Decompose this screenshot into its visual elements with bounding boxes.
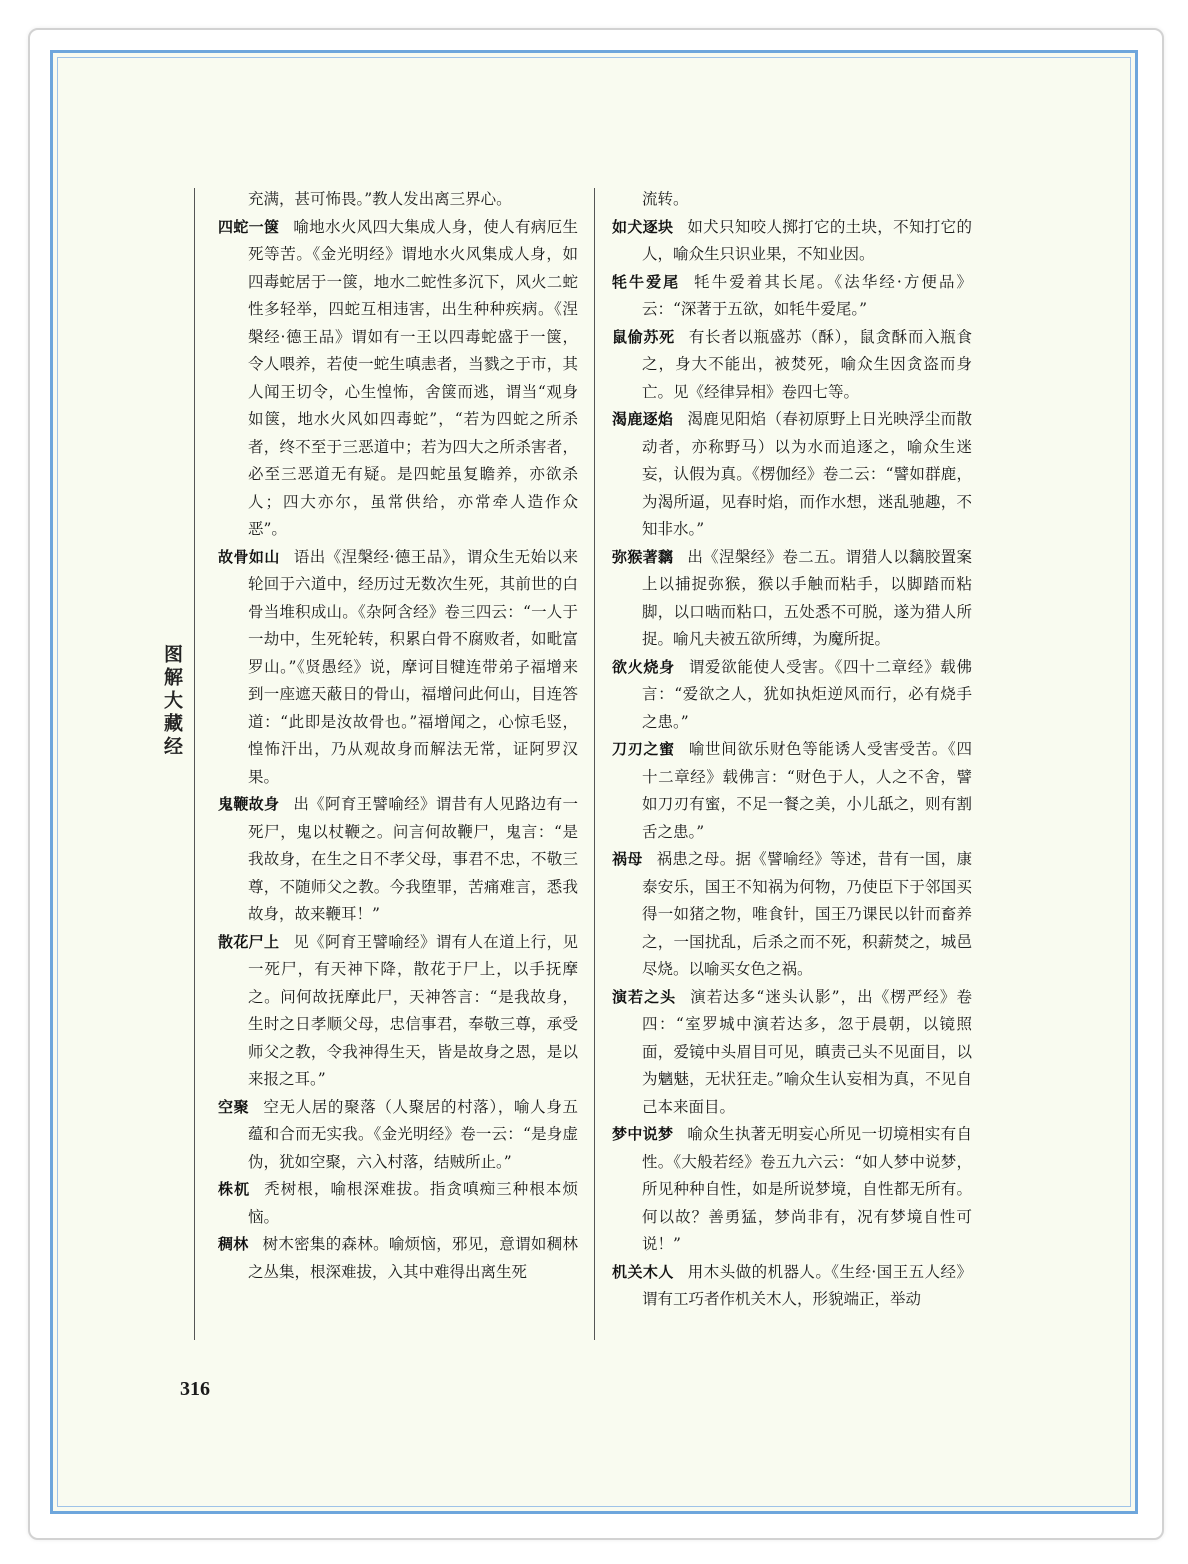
entry-term: 刀刃之蜜 bbox=[612, 740, 675, 758]
entry-definition: 秃树根，喻根深难拔。指贪嗔痴三种根本烦恼。 bbox=[248, 1180, 578, 1226]
entry-definition: 喻地水火风四大集成人身，使人有病厄生死等苦。《金光明经》谓地水火风集成人身，如四毒蛇居于一箧，地水二蛇性多沉下，风火二蛇性多轻举，四蛇互相违害，出生种种疾病。《涅槃经·德王品》谓如有一王以四毒蛇盛于一箧，令人喂养，若使一蛇生嗔恚者，当戮之于市，其人闻王切令，心生惶怖，舍箧而逃，谓当“观身如箧，地水火风如四毒蛇”，“若为四蛇之所杀者，终不至于三恶道中；若为四大之所杀害者，必至三恶道无有疑。是四蛇虽复瞻养，亦欲杀人；四大亦尔，虽常供给，亦常牵人造作众恶”。 bbox=[248, 217, 578, 538]
entry-term: 如犬逐块 bbox=[612, 217, 674, 236]
entry-definition: 如犬只知咬人掷打它的土块，不知打它的人，喻众生只识业果，不知业因。 bbox=[642, 217, 972, 263]
entry-definition: 流转。 bbox=[642, 190, 689, 208]
entry bbox=[218, 1176, 578, 1231]
entry bbox=[612, 186, 972, 214]
entry bbox=[218, 214, 578, 544]
right-column bbox=[612, 186, 972, 1336]
entry bbox=[612, 736, 972, 846]
entry-term: 散花尸上 bbox=[218, 932, 280, 951]
entry-definition: 喻世间欲乐财色等能诱人受害受苦。《四十二章经》载佛言：“财色于人，人之不舍，譬如刀刃有蜜，不足一餐之美，小儿舐之，则有割舌之患。” bbox=[642, 740, 972, 841]
entry-term: 故骨如山 bbox=[218, 547, 280, 566]
column-divider bbox=[594, 188, 595, 1340]
entry-term: 鬼鞭故身 bbox=[218, 795, 280, 813]
entry-term: 株杌 bbox=[218, 1180, 251, 1198]
entry bbox=[218, 1231, 578, 1286]
entry bbox=[218, 929, 578, 1094]
entry bbox=[218, 1094, 578, 1177]
entry-term: 弥猴著黐 bbox=[612, 547, 674, 566]
entry-definition: 用木头做的机器人。《生经·国王五人经》谓有工巧者作机关木人，形貌端正，举动 bbox=[642, 1262, 972, 1308]
entry-definition: 空无人居的聚落（人聚居的村落），喻人身五蕴和合而无实我。《金光明经》卷一云：“是身虚伪，犹如空聚，六入村落，结贼所止。” bbox=[248, 1097, 578, 1171]
entry bbox=[612, 324, 972, 407]
entry bbox=[218, 186, 578, 214]
entry-term: 渴鹿逐焰 bbox=[612, 410, 674, 428]
entry bbox=[612, 846, 972, 984]
page-number: 316 bbox=[180, 1378, 210, 1400]
entry bbox=[218, 791, 578, 929]
entry bbox=[612, 269, 972, 324]
entry-definition: 演若达多“迷头认影”，出《楞严经》卷四：“室罗城中演若达多，忽于晨朝，以镜照面，爱镜中头眉目可见，瞋责己头不见面目，以为魑魅，无状狂走。”喻众生认妄相为真，不见自己本来面目。 bbox=[642, 987, 972, 1116]
entry-term: 梦中说梦 bbox=[612, 1125, 674, 1143]
entry bbox=[612, 406, 972, 544]
entry-definition: 见《阿育王譬喻经》谓有人在道上行，见一死尸，有天神下降，散花于尸上，以手抚摩之。问何故抚摩此尸，天神答言：“是我故身，生时之日孝顺父母，忠信事君，奉敬三尊，承受师父之教，令我神得生天，皆是故身之恩，是以来报之耳。” bbox=[248, 932, 578, 1088]
entry-definition: 渴鹿见阳焰（春初原野上日光映浮尘而散动者，亦称野马）以为水而追逐之，喻众生迷妄，认假为真。《楞伽经》卷二云：“譬如群鹿，为渴所逼，见春时焰，而作水想，迷乱驰趣，不知非水。” bbox=[642, 410, 972, 538]
left-rule bbox=[194, 188, 195, 1340]
entry bbox=[612, 984, 972, 1122]
entry bbox=[612, 1259, 972, 1314]
entry-term: 四蛇一箧 bbox=[218, 217, 280, 236]
entry-term: 牦牛爱尾 bbox=[612, 272, 681, 291]
entry-definition: 充满，甚可怖畏。”教人发出离三界心。 bbox=[248, 190, 512, 208]
entry-term: 祸母 bbox=[612, 850, 643, 868]
side-title: 图解大藏经 bbox=[161, 644, 183, 759]
entry-definition: 树木密集的森林。喻烦恼，邪见，意谓如稠林之丛集，根深难拔，入其中难得出离生死 bbox=[248, 1235, 578, 1281]
entry-term: 鼠偷苏死 bbox=[612, 327, 675, 346]
left-column bbox=[218, 186, 578, 1336]
entry-definition: 有长者以瓶盛苏（酥），鼠贪酥而入瓶食之，身大不能出，被焚死，喻众生因贪盗而身亡。见《经律异相》卷四七等。 bbox=[642, 327, 972, 401]
entry bbox=[218, 544, 578, 792]
entry-term: 机关木人 bbox=[612, 1262, 674, 1281]
entry bbox=[612, 544, 972, 654]
entry-term: 空聚 bbox=[218, 1097, 250, 1116]
entry-definition: 喻众生执著无明妄心所见一切境相实有自性。《大般若经》卷五九六云：“如人梦中说梦，所见种种自性，如是所说梦境，自性都无所有。何以故？善勇猛，梦尚非有，况有梦境自性可说！” bbox=[642, 1125, 972, 1253]
entry-definition: 出《涅槃经》卷二五。谓猎人以黐胶置案上以捕捉弥猴，猴以手触而粘手，以脚踏而粘脚，以口啮而粘口，五处悉不可脱，遂为猎人所捉。喻凡夫被五欲所缚，为魔所捉。 bbox=[642, 547, 972, 648]
entry-definition: 牦牛爱着其长尾。《法华经·方便品》云：“深著于五欲，如牦牛爱尾。” bbox=[642, 272, 972, 318]
entry-term: 稠林 bbox=[218, 1235, 249, 1253]
entry-term: 演若之头 bbox=[612, 987, 677, 1006]
entry bbox=[612, 1121, 972, 1259]
entry-definition: 祸患之母。据《譬喻经》等述，昔有一国，康泰安乐，国王不知祸为何物，乃使臣下于邻国买得一如猪之物，唯食针，国王乃课民以针而畜养之，一国扰乱，后杀之而不死，积薪焚之，城邑尽烧。以喻买女色之祸。 bbox=[642, 850, 972, 978]
entry-definition: 谓爱欲能使人受害。《四十二章经》载佛言：“爱欲之人，犹如执炬逆风而行，必有烧手之患。” bbox=[642, 657, 972, 731]
entry-term: 欲火烧身 bbox=[612, 657, 675, 676]
entry-definition: 出《阿育王譬喻经》谓昔有人见路边有一死尸，鬼以杖鞭之。问言何故鞭尸，鬼言：“是我故身，在生之日不孝父母，事君不忠，不敬三尊，不随师父之教。今我堕罪，苦痛难言，悉我故身，故来鞭耳！” bbox=[248, 795, 578, 923]
entry bbox=[612, 654, 972, 737]
entry-definition: 语出《涅槃经·德王品》，谓众生无始以来轮回于六道中，经历过无数次生死，其前世的白骨当堆积成山。《杂阿含经》卷三四云：“一人于一劫中，生死轮转，积累白骨不腐败者，如毗富罗山。”《贤愚经》说，摩诃目犍连带弟子福增来到一座遮天蔽日的骨山，福增问此何山，目连答道：“此即是汝故骨也。”福增闻之，心惊毛竖，惶怖汗出，乃从观故身而解法无常，证阿罗汉果。 bbox=[248, 547, 578, 786]
entry bbox=[612, 214, 972, 269]
